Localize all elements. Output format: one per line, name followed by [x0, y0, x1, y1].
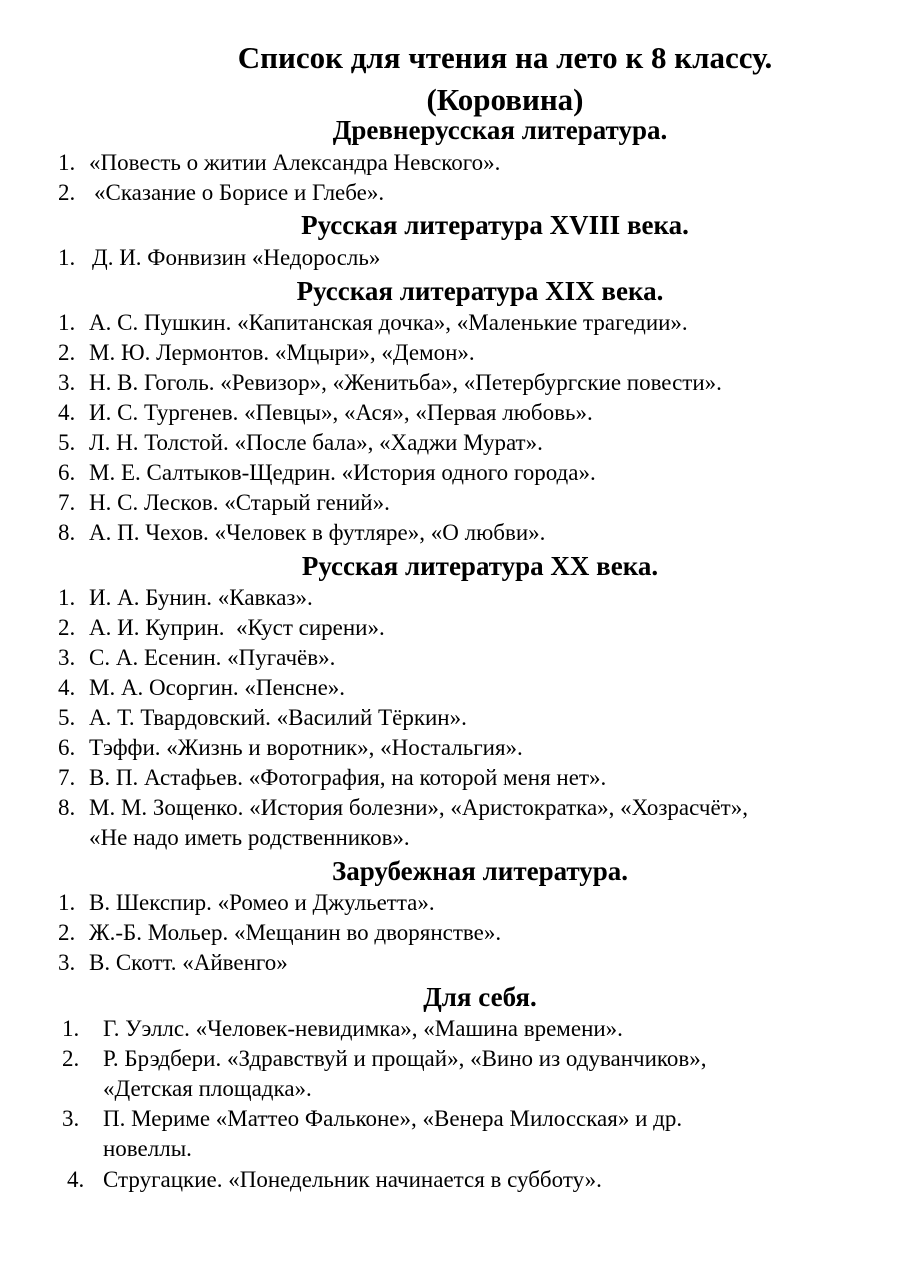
list-item-text: «Не надо иметь родственников». — [89, 825, 410, 850]
section-heading-20th-century: Русская литература XX века. — [301, 551, 659, 581]
list-item-text: «Повесть о житии Александра Невского». — [89, 150, 501, 175]
list-item-number: 2. — [58, 920, 76, 945]
list-item-text: И. С. Тургенев. «Певцы», «Ася», «Первая любовь». — [89, 400, 593, 425]
list-item-text: Л. Н. Толстой. «После бала», «Хаджи Мурат». — [89, 430, 543, 455]
list-item-number: 2. — [58, 615, 76, 640]
section-heading-19th-century: Русская литература XIX века. — [296, 276, 664, 306]
list-item-number: 4. — [58, 400, 76, 425]
list-item-number: 7. — [58, 765, 76, 790]
list-item-text: А. И. Куприн. «Куст сирени». — [89, 615, 385, 640]
list-item-text: П. Мериме «Маттео Фальконе», «Венера Милосская» и др. — [103, 1106, 683, 1131]
list-item-number: 1. — [58, 245, 76, 270]
section-heading-18th-century: Русская литература XVIII века. — [301, 210, 689, 240]
list-item-number: 6. — [58, 460, 76, 485]
list-item-text: Р. Брэдбери. «Здравствуй и прощай», «Вино из одуванчиков», — [103, 1046, 707, 1071]
list-item-number: 4. — [67, 1167, 85, 1192]
list-item-number: 3. — [58, 950, 76, 975]
list-item-number: 1. — [58, 890, 76, 915]
list-item-number: 2. — [62, 1046, 80, 1071]
list-item-text: М. А. Осоргин. «Пенсне». — [89, 675, 346, 700]
list-item-number: 1. — [58, 310, 76, 335]
list-item-text: Г. Уэллс. «Человек-невидимка», «Машина времени». — [103, 1016, 623, 1041]
list-item-number: 3. — [62, 1106, 80, 1131]
list-item-text: А. Т. Твардовский. «Василий Тёркин». — [89, 705, 467, 730]
list-item-text: А. С. Пушкин. «Капитанская дочка», «Маленькие трагедии». — [89, 310, 688, 335]
list-item-number: 5. — [58, 430, 76, 455]
list-item-text: Ж.-Б. Мольер. «Мещанин во дворянстве». — [89, 920, 502, 945]
section-heading-for-yourself: Для себя. — [423, 982, 537, 1012]
list-item-text: А. П. Чехов. «Человек в футляре», «О любви». — [89, 520, 546, 545]
list-item-text: Тэффи. «Жизнь и воротник», «Ностальгия». — [89, 735, 523, 760]
list-item-number: 2. — [58, 340, 76, 365]
section-heading-foreign: Зарубежная литература. — [331, 856, 629, 886]
document-title-line2: (Коровина) — [426, 82, 584, 117]
list-item-text: «Детская площадка». — [103, 1076, 312, 1101]
list-item-text: Н. В. Гоголь. «Ревизор», «Женитьба», «Петербургские повести». — [89, 370, 722, 395]
list-item-number: 8. — [58, 520, 76, 545]
list-item-number: 7. — [58, 490, 76, 515]
list-item-text: В. Скотт. «Айвенго» — [89, 950, 288, 975]
list-item-continuation — [89, 823, 410, 853]
list-item-number: 8. — [58, 795, 76, 820]
list-item-text: В. П. Астафьев. «Фотография, на которой меня нет». — [89, 765, 607, 790]
list-item-number: 1. — [58, 150, 76, 175]
list-item-number: 3. — [58, 370, 76, 395]
list-item-text: И. А. Бунин. «Кавказ». — [89, 585, 313, 610]
list-item-text: Стругацкие. «Понедельник начинается в субботу». — [103, 1167, 602, 1192]
list-item-number: 5. — [58, 705, 76, 730]
list-item-number: 4. — [58, 675, 76, 700]
list-item-text: М. М. Зощенко. «История болезни», «Аристократка», «Хозрасчёт», — [89, 795, 748, 820]
list-item-text: Н. С. Лесков. «Старый гений». — [89, 490, 390, 515]
list-item-continuation — [103, 1134, 192, 1164]
list-item-text: В. Шекспир. «Ромео и Джульетта». — [89, 890, 435, 915]
list-item-text: М. Ю. Лермонтов. «Мцыри», «Демон». — [89, 340, 475, 365]
list-item-text: новеллы. — [103, 1136, 192, 1161]
list-item-number: 1. — [62, 1016, 80, 1041]
list-item-number: 3. — [58, 645, 76, 670]
list-item-text: С. А. Есенин. «Пугачёв». — [89, 645, 336, 670]
list-item-number: 1. — [58, 585, 76, 610]
list-item-number: 6. — [58, 735, 76, 760]
list-item-text: «Сказание о Борисе и Глебе». — [94, 180, 385, 205]
list-item-continuation — [103, 1074, 312, 1104]
list-item-text: М. Е. Салтыков-Щедрин. «История одного города». — [89, 460, 596, 485]
list-item-text: Д. И. Фонвизин «Недоросль» — [92, 245, 381, 270]
section-heading-old-russian: Древнерусская литература. — [332, 115, 668, 145]
list-item-number: 2. — [58, 180, 76, 205]
document-title-line1: Список для чтения на лето к 8 классу. — [237, 40, 773, 75]
